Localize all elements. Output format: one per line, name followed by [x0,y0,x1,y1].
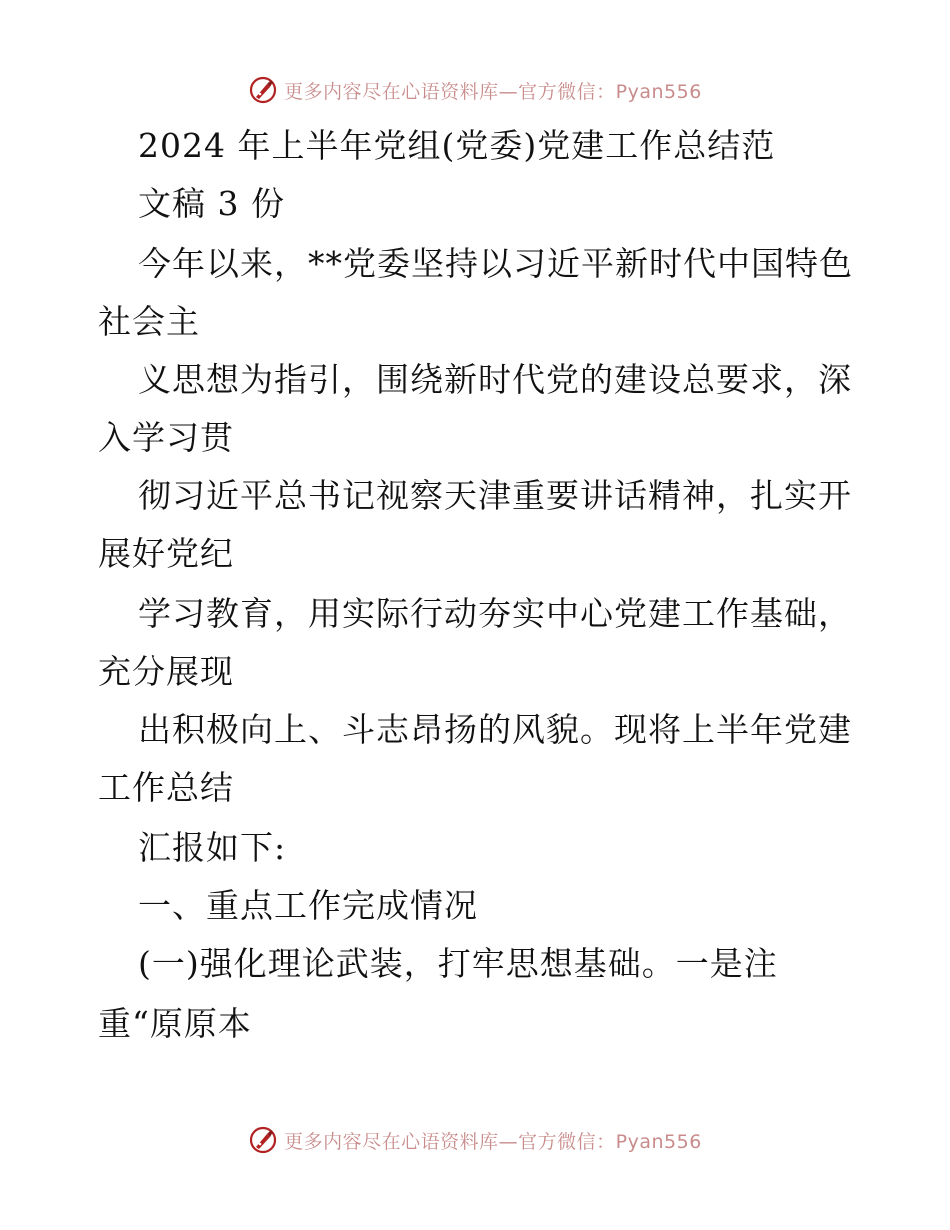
pen-nib-logo-icon [248,75,278,105]
paragraph-line: 充分展现 [98,652,234,691]
header-banner-text: 更多内容尽在心语资料库—官方微信：Pyan556 [284,80,702,103]
doc-title-line-2: 文稿 3 份 [138,184,285,223]
footer-banner [0,1122,950,1158]
paragraph-line: 展好党纪 [98,534,234,573]
section-heading: 一、重点工作完成情况 [138,886,478,925]
doc-title-line-1: 2024 年上半年党组(党委)党建工作总结范 [138,126,776,165]
pen-nib-logo-icon [248,1125,278,1155]
subsection-line: (一)强化理论武装，打牢思想基础。一是注 [138,944,778,983]
paragraph-line: 重“原原本 [98,1004,252,1043]
paragraph-line: 出积极向上、斗志昂扬的风貌。现将上半年党建 [138,710,852,749]
paragraph-line: 汇报如下: [138,828,287,867]
paragraph-line: 入学习贯 [98,418,234,457]
paragraph-line: 社会主 [98,302,200,341]
paragraph-line: 工作总结 [98,768,234,807]
paragraph-line: 学习教育，用实际行动夯实中心党建工作基础， [138,594,852,633]
header-banner [0,72,950,108]
paragraph-line: 彻习近平总书记视察天津重要讲话精神，扎实开 [138,476,852,515]
paragraph-line: 义思想为指引，围绕新时代党的建设总要求，深 [138,360,852,399]
paragraph-line: 今年以来，**党委坚持以习近平新时代中国特色 [138,244,853,283]
footer-banner-text: 更多内容尽在心语资料库—官方微信：Pyan556 [284,1130,702,1153]
